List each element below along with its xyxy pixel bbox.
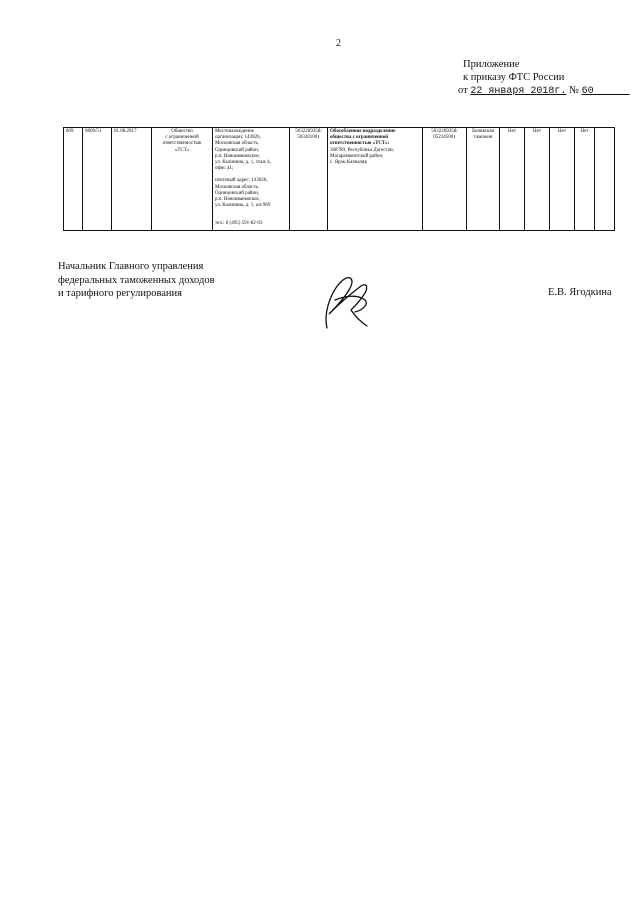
signer-position: Начальник Главного управления федеральных таможенных доходов и тарифного регулирования <box>58 261 215 299</box>
cell-address: Местонахождение организации: 143026, Московская область, Одинцовский район, р.п. Новоивановское, ул. Калинина, д. 1, этаж 4, офис 41; почтовый адрес: 143026, Московская область, Одинцовский район, р.п. Новоивановское, ул. Калинина, д. 1, а/я 969 тел.: 8 (495) 591-82-93 <box>213 128 290 231</box>
appendix-date-line <box>458 84 630 98</box>
appendix-title: Приложение <box>463 59 520 70</box>
order-date: 22 января 2018г. <box>470 86 567 97</box>
order-number: 60 <box>581 86 594 97</box>
table-row <box>64 128 615 231</box>
cell-date: 01.08.2017 <box>112 128 152 231</box>
register-table <box>63 127 615 231</box>
cell-flag: Нет <box>575 128 595 231</box>
cell-branch: Обособленное подразделение общества с ограниченной ответственностью «ТСТ»: 368789, Республика Дагестан, Магарамкентский район, с. Ярак-Казмаляр <box>328 128 423 231</box>
phone: тел.: 8 (495) 591-82-93 <box>215 221 263 227</box>
cell-inn-kpp: 5032269358/ 503201001 <box>290 128 328 231</box>
cell-number: 809 <box>64 128 83 231</box>
page-number: 2 <box>336 38 341 49</box>
cell-customs: Билявская таможня <box>467 128 500 231</box>
cell-organization: Общество с ограниченной ответственностью «ТСТ» <box>152 128 213 231</box>
appendix-order-ref: к приказу ФТС России <box>463 72 565 83</box>
from-label: от <box>458 85 468 96</box>
cell-empty <box>595 128 615 231</box>
cell-code: 0809/51 <box>83 128 112 231</box>
appendix-header <box>458 58 630 98</box>
cell-flag: Нет <box>550 128 575 231</box>
signature-mark <box>305 270 385 332</box>
cell-flag: Нет <box>500 128 525 231</box>
number-label: № <box>568 85 579 96</box>
signer-name: Е.В. Ягодкина <box>548 287 612 298</box>
cell-flag: Нет <box>525 128 550 231</box>
cell-branch-inn-kpp: 5032269358/ 052345001 <box>423 128 467 231</box>
